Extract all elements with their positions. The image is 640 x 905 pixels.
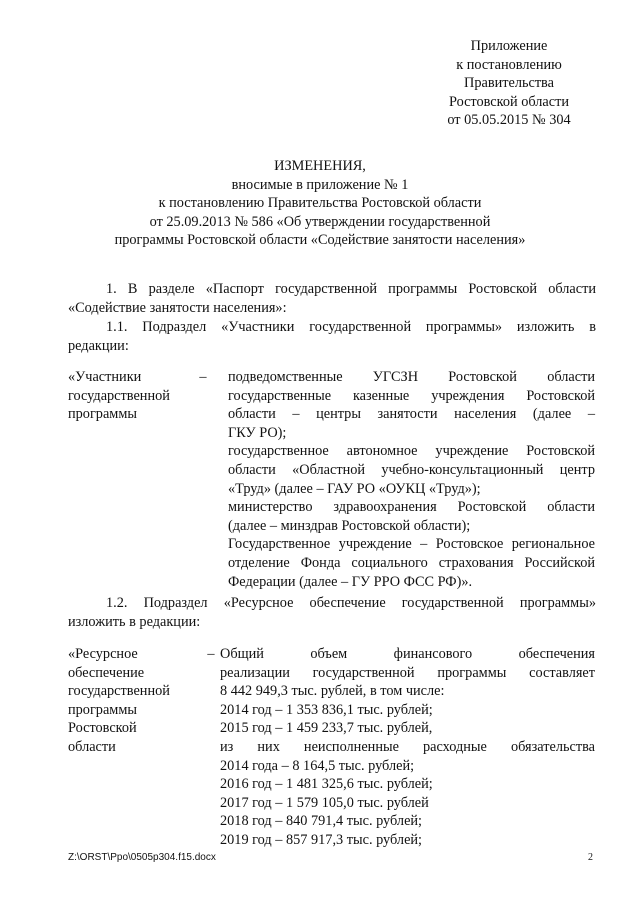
page-number: 2: [588, 852, 593, 863]
resources-row: [68, 645, 596, 850]
appendix-line: от 05.05.2015 № 304: [447, 112, 571, 129]
label-line: государственной: [68, 387, 170, 404]
title-line: вносимые в приложение № 1: [231, 176, 409, 193]
value-line: подведомственные УГСЗН Ростовской области: [228, 369, 595, 385]
value-line: 2015 год – 1 459 233,7 тыс. рублей,: [220, 720, 433, 737]
subsection-1-2-paragraph: [68, 594, 596, 631]
resources-value: [220, 645, 595, 850]
paragraph-line: изложить в редакции:: [68, 613, 201, 630]
dash-separator: –: [207, 646, 215, 662]
value-line: государственные казенные учреждения Ростовской: [228, 387, 595, 404]
paragraph-line: 1.2. Подраздел «Ресурсное обеспечение государственной программы»: [106, 595, 596, 611]
appendix-line: к постановлению: [456, 56, 562, 73]
paragraph-line: 1.1. Подраздел «Участники государственной программы» изложить в: [106, 319, 596, 335]
value-line: 2016 год – 1 481 325,6 тыс. рублей;: [220, 776, 433, 793]
paragraph-line: 1. В разделе «Паспорт государственной программы Ростовской области: [106, 281, 596, 297]
title-line: программы Ростовской области «Содействие занятости населения»: [114, 232, 526, 249]
value-line: «Труд» (далее – ГАУ РО «ОУКЦ «Труд»);: [228, 480, 481, 497]
value-line: 2014 года – 8 164,5 тыс. рублей;: [220, 757, 415, 774]
title-heading: ИЗМЕНЕНИЯ,: [274, 158, 366, 174]
paragraph-line: «Содействие занятости населения»:: [68, 299, 287, 316]
value-line: Федерации (далее – ГУ РРО ФСС РФ)».: [228, 573, 473, 590]
label-line: обеспечение: [68, 664, 145, 681]
title-line: от 25.09.2013 № 586 «Об утверждении государственной: [149, 213, 491, 230]
dash-separator: –: [199, 369, 207, 385]
value-line: 2019 год – 857 917,3 тыс. рублей;: [220, 831, 423, 848]
label-line: программы: [68, 406, 138, 423]
value-line: из них неисполненные расходные обязательства: [220, 738, 595, 755]
label-line: области: [68, 738, 116, 755]
label-line: Ростовской: [68, 720, 137, 737]
value-line: (далее – минздрав Ростовской области);: [228, 517, 471, 534]
footer-file-path: Z:\ORST\Ppo\0505p304.f15.docx: [68, 852, 216, 863]
participants-value: [228, 368, 595, 591]
label-line: «Ресурсное: [68, 646, 138, 662]
label-line: «Участники: [68, 369, 142, 385]
value-line: Общий объем финансового обеспечения: [220, 646, 595, 662]
value-line: области – центры занятости населения (далее –: [228, 406, 595, 423]
value-line: Государственное учреждение – Ростовское региональное: [228, 536, 595, 553]
value-line: государственное автономное учреждение Ростовской: [228, 443, 595, 460]
label-line: программы: [68, 701, 138, 718]
appendix-line: Правительства: [464, 75, 554, 92]
value-line: области «Областной учебно-консультационный центр: [228, 461, 595, 478]
value-line: министерство здравоохранения Ростовской области: [228, 499, 595, 516]
label-line: государственной: [68, 683, 170, 700]
participants-label: [68, 368, 183, 424]
value-line: ГКУ РО);: [228, 424, 287, 441]
appendix-line: Ростовской области: [448, 93, 570, 110]
title-line: к постановлению Правительства Ростовской области: [158, 195, 482, 212]
value-line: реализации государственной программы составляет: [220, 664, 595, 681]
resources-label: [68, 645, 183, 757]
value-line: отделение Фонда социального страхования Российской: [228, 554, 595, 571]
value-line: 2017 год – 1 579 105,0 тыс. рублей: [220, 794, 429, 811]
section-1-paragraph: [68, 280, 596, 317]
subsection-1-1-paragraph: [68, 318, 596, 355]
value-line: 2018 год – 840 791,4 тыс. рублей;: [220, 813, 423, 830]
appendix-header: [400, 37, 618, 130]
paragraph-line: редакции:: [68, 337, 129, 354]
participants-row: [68, 368, 596, 593]
appendix-line: Приложение: [470, 38, 548, 54]
value-line: 8 442 949,3 тыс. рублей, в том числе:: [220, 683, 445, 700]
value-line: 2014 год – 1 353 836,1 тыс. рублей;: [220, 701, 433, 718]
document-title: [60, 157, 580, 250]
